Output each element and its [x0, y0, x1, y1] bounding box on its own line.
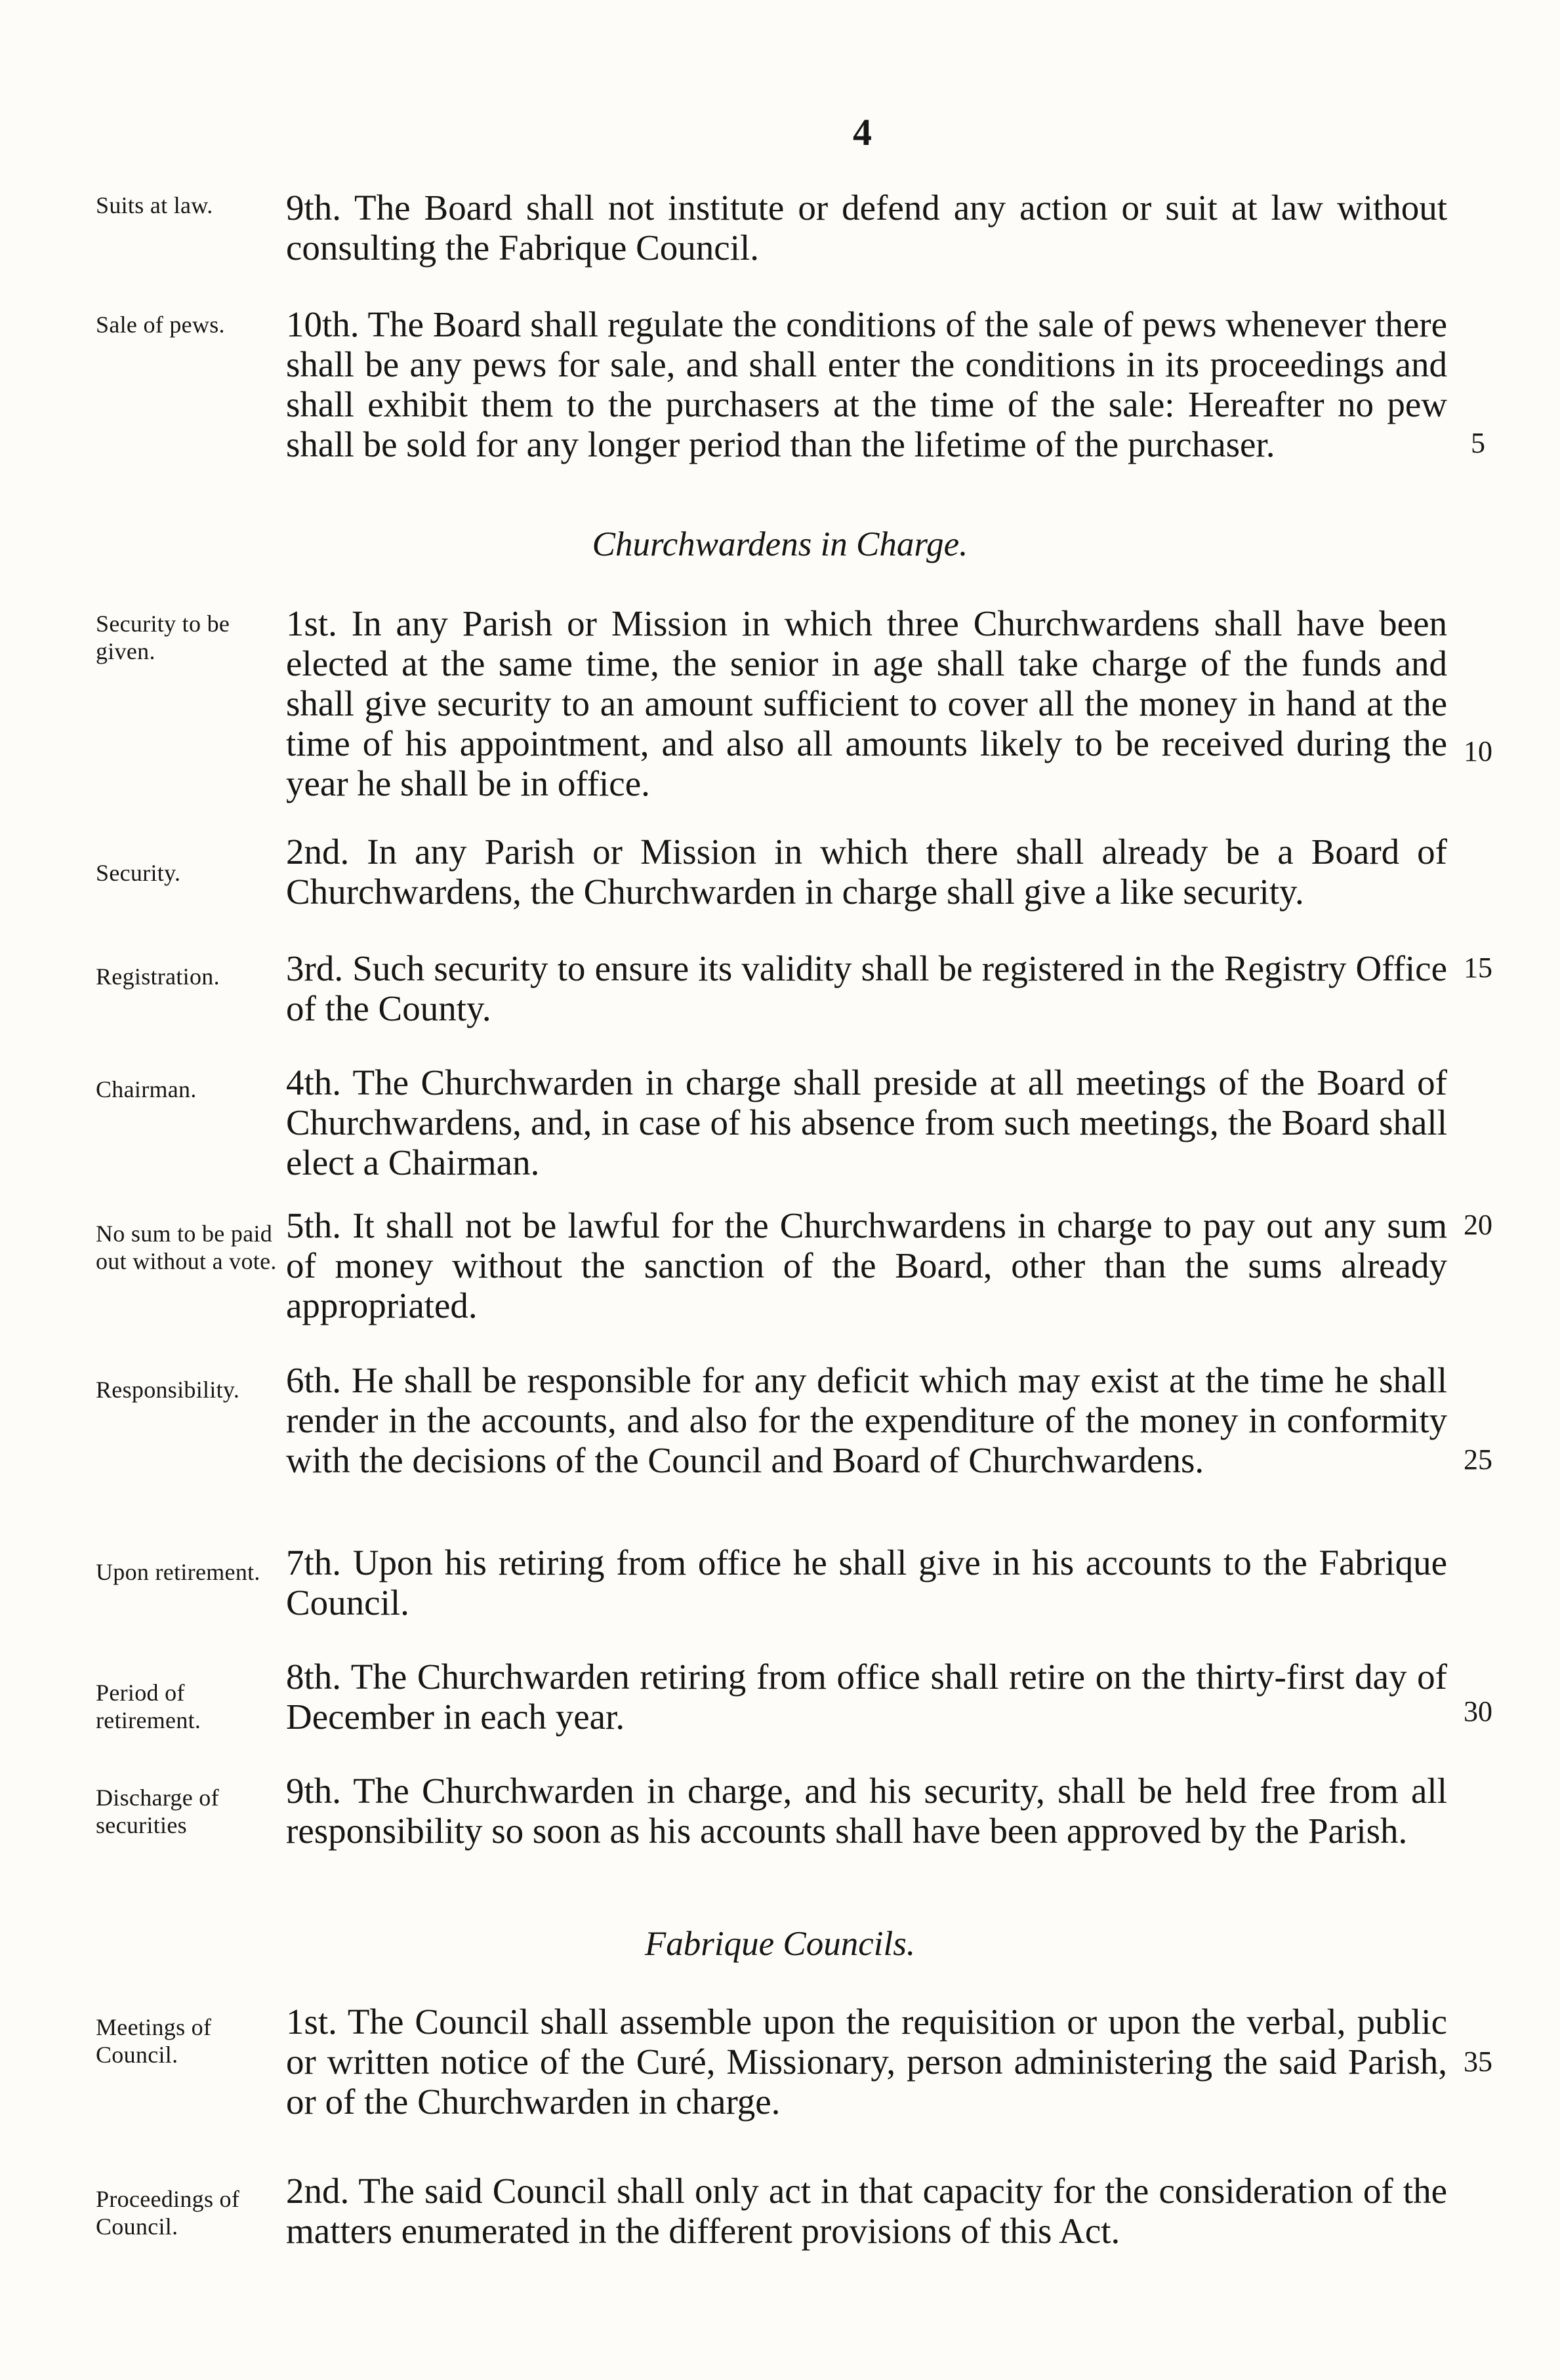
line-number: 30: [1464, 1695, 1492, 1727]
paragraph: 6th. He shall be responsible for any deficit which may exist at the time he shall render in the accounts, and also for the expenditure of the money in conformity with the decisions of the Council and Board of Churchwardens.: [286, 1360, 1447, 1480]
paragraph: 3rd. Such security to ensure its validity shall be registered in the Registry Office of the County.: [286, 948, 1447, 1028]
margin-note: Sale of pews.: [96, 312, 225, 338]
line-number: 5: [1471, 427, 1485, 459]
paragraph: 4th. The Churchwarden in charge shall preside at all meetings of the Board of Churchwardens, and, in case of his absence from such meetings, the Board shall elect a Chairman.: [286, 1062, 1447, 1182]
line-number: 15: [1464, 952, 1492, 984]
margin-note: Security.: [96, 860, 181, 886]
margin-note: Upon retirement.: [96, 1559, 260, 1585]
paragraph: 5th. It shall not be lawful for the Churchwardens in charge to pay out any sum of money without the sanction of the Board, other than the sums already appropriated.: [286, 1205, 1447, 1325]
paragraph: 9th. The Churchwarden in charge, and his security, shall be held free from all responsibility so soon as his accounts shall have been approved by the Parish.: [286, 1771, 1447, 1851]
margin-note: Period of retirement.: [96, 1680, 201, 1733]
margin-note: No sum to be paid out without a vote.: [96, 1220, 277, 1274]
page-number: 4: [853, 111, 872, 153]
line-number: 25: [1464, 1443, 1492, 1476]
margin-note: Suits at law.: [96, 192, 213, 218]
paragraph: 1st. In any Parish or Mission in which three Churchwardens shall have been elected at the same time, the senior in age shall take charge of the funds and shall give security to an amount sufficient to cover all the money in hand at the time of his appointment, and also all amounts likely to be received during the year he shall be in office.: [286, 603, 1447, 803]
margin-note: Discharge of securities: [96, 1785, 219, 1838]
paragraph: 7th. Upon his retiring from office he shall give in his accounts to the Fabrique Council.: [286, 1543, 1447, 1623]
paragraph: 1st. The Council shall assemble upon the requisition or upon the verbal, public or written notice of the Curé, Missionary, person administering the said Parish, or of the Churchwarden in charge.: [286, 2002, 1447, 2122]
margin-note: Security to be given.: [96, 611, 230, 664]
line-number: 35: [1464, 2046, 1492, 2078]
margin-note: Registration.: [96, 963, 220, 990]
margin-note: Responsibility.: [96, 1377, 240, 1403]
line-number: 20: [1464, 1209, 1492, 1241]
paragraph: 10th. The Board shall regulate the conditions of the sale of pews whenever there shall be any pews for sale, and shall enter the conditions in its proceedings and shall exhibit them to the purchasers at the time of the sale: Hereafter no pew shall be sold for any longer period than the lifetime of the purchaser.: [286, 304, 1447, 464]
paragraph: 8th. The Churchwarden retiring from office shall retire on the thirty-first day of December in each year.: [286, 1657, 1447, 1737]
margin-note: Meetings of Council.: [96, 2014, 212, 2068]
section-heading: Fabrique Councils.: [644, 1925, 916, 1963]
margin-note: Chairman.: [96, 1076, 197, 1102]
section-heading: Churchwardens in Charge.: [592, 525, 968, 563]
margin-note: Proceedings of Council.: [96, 2186, 240, 2240]
paragraph: 2nd. In any Parish or Mission in which there shall already be a Board of Churchwardens, the Churchwarden in charge shall give a like security.: [286, 832, 1447, 912]
paragraph: 9th. The Board shall not institute or defend any action or suit at law without consulting the Fabrique Council.: [286, 188, 1447, 268]
line-number: 10: [1464, 735, 1492, 767]
paragraph: 2nd. The said Council shall only act in that capacity for the consideration of the matters enumerated in the different provisions of this Act.: [286, 2171, 1447, 2251]
